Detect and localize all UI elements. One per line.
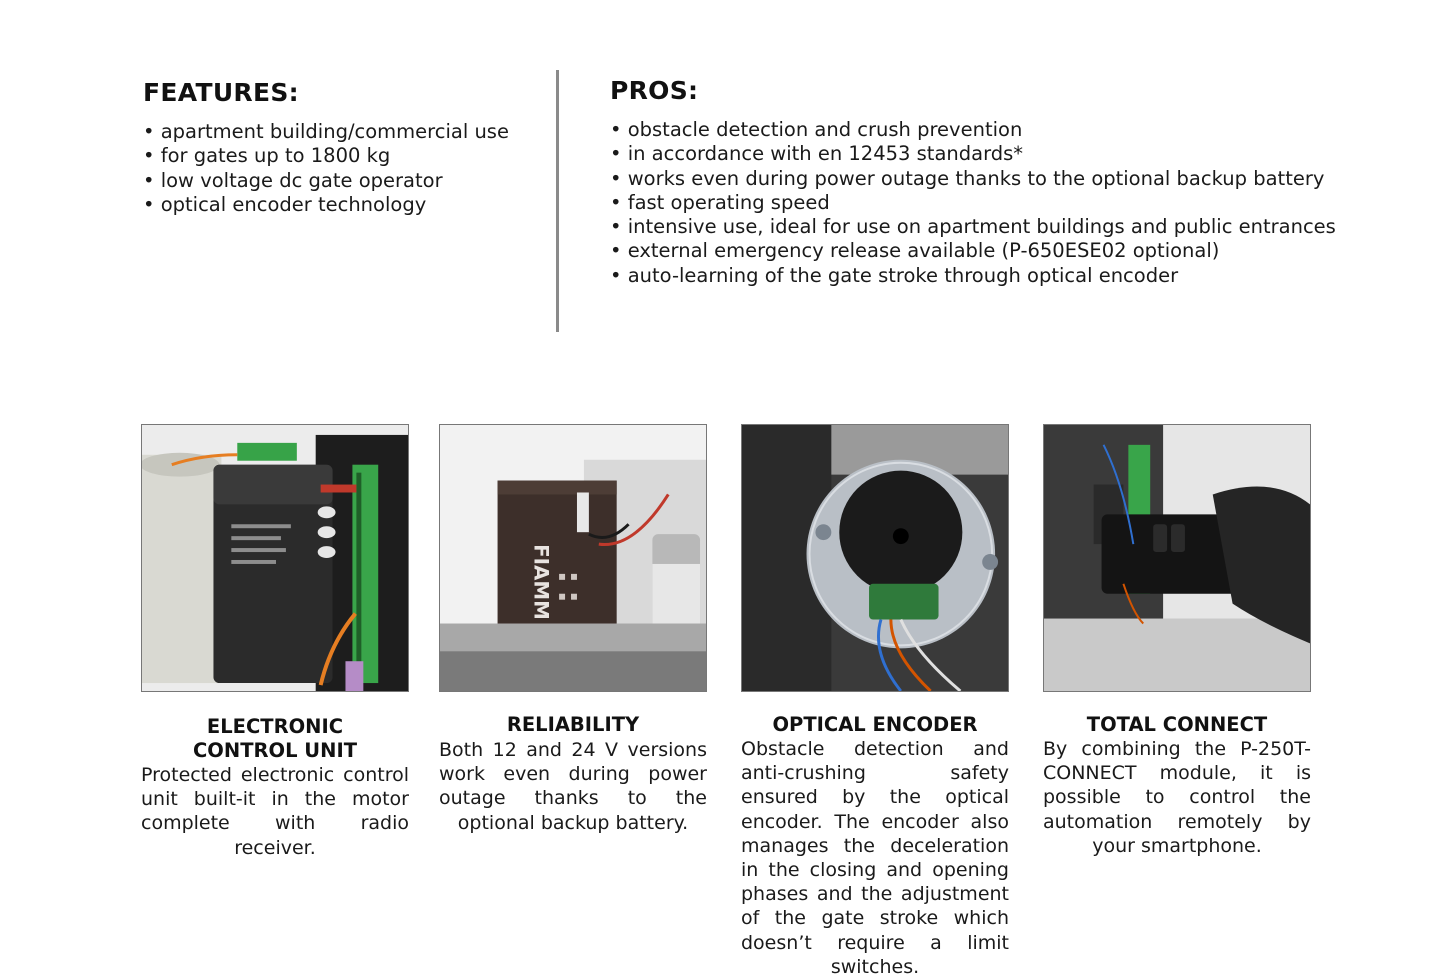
features-list <box>143 120 509 217</box>
card-title-total-connect: TOTAL CONNECT <box>1086 713 1268 736</box>
list-item: • obstacle detection and crush prevention <box>610 118 1336 142</box>
list-item: • works even during power outage thanks to the optional backup battery <box>610 167 1336 191</box>
list-item: • for gates up to 1800 kg <box>143 144 509 168</box>
list-item: • apartment building/commercial use <box>143 120 509 144</box>
card-title-optical-encoder: OPTICAL ENCODER <box>772 713 978 736</box>
features-heading: FEATURES: <box>143 78 299 107</box>
column-divider <box>556 70 559 332</box>
card-title-control-unit: ELECTRONIC CONTROL UNIT <box>192 715 358 762</box>
control-unit-photo <box>141 424 409 692</box>
connect-module-photo <box>1043 424 1311 692</box>
list-item: • external emergency release available (P-650ESE02 optional) <box>610 239 1336 263</box>
list-item: • intensive use, ideal for use on apartment buildings and public entrances <box>610 215 1336 239</box>
list-item: • auto-learning of the gate stroke through optical encoder <box>610 264 1336 288</box>
encoder-photo <box>741 424 1009 692</box>
card-title-reliability: RELIABILITY <box>506 713 640 736</box>
list-item: • low voltage dc gate operator <box>143 169 509 193</box>
card-text-control-unit: Protected electronic control unit built-it in the motor complete with radio receiver. <box>141 764 409 859</box>
battery-brand-label: FIAMM <box>529 544 553 620</box>
pros-heading: PROS: <box>610 76 699 105</box>
list-item: • optical encoder technology <box>143 193 509 217</box>
card-text-total-connect: By combining the P-250T-CONNECT module, it is possible to control the automation remotely by your smartphone. <box>1043 738 1311 857</box>
list-item: • in accordance with en 12453 standards* <box>610 142 1336 166</box>
card-text-optical-encoder: Obstacle detection and anti-crushing safety ensured by the optical encoder. The encoder also manages the deceleration in the closing and opening phases and the adjustment of the gate stroke which doesn’t require a limit switches. <box>741 738 1009 978</box>
list-item: • fast operating speed <box>610 191 1336 215</box>
pros-list <box>610 118 1336 288</box>
battery-photo <box>439 424 707 692</box>
card-text-reliability: Both 12 and 24 V versions work even during power outage thanks to the optional backup battery. <box>439 739 707 834</box>
